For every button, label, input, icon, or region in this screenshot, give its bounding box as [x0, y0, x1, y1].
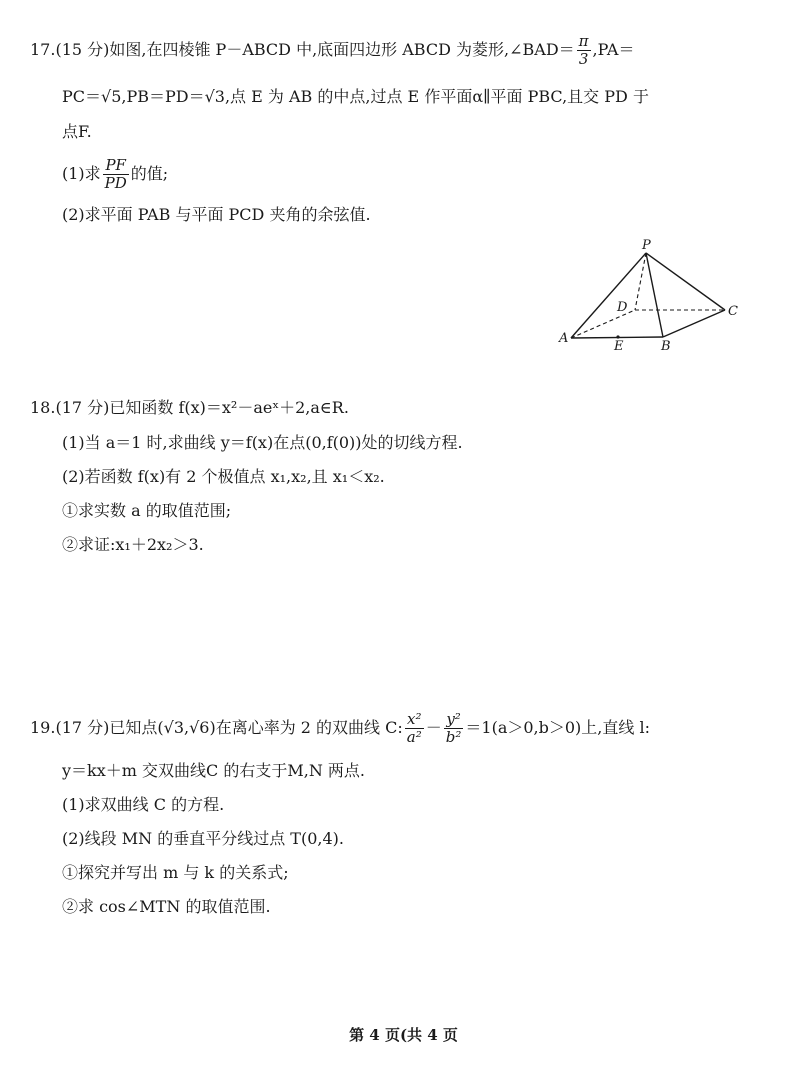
q19-y-fraction	[444, 712, 464, 745]
q19-part2: (2)线段 MN 的垂直平分线过点 T(0,4).	[62, 829, 344, 848]
q17-angle-denominator: 3	[578, 50, 589, 68]
q17-angle-fraction	[577, 34, 591, 67]
q17-line2: PC＝√5,PB＝PD＝√3,点 E 为 AB 的中点,过点 E 作平面α∥平面 PBC,且交 PD 于	[62, 87, 649, 106]
q17-part1-text-b: 的值;	[130, 164, 169, 183]
label-p: P	[642, 238, 651, 253]
q17-ratio-numerator: PF	[103, 158, 129, 175]
q18-part1: (1)当 a＝1 时,求曲线 y＝f(x)在点(0,f(0))处的切线方程.	[62, 433, 463, 452]
q17-line1-text-a: 17.(15 分)如图,在四棱锥 P－ABCD 中,底面四边形 ABCD 为菱形,∠BAD＝	[30, 40, 575, 59]
q17-line1-text-b: ,PA＝	[592, 40, 635, 59]
label-d: D	[617, 300, 628, 315]
q18-part2: (2)若函数 f(x)有 2 个极值点 x₁,x₂,且 x₁＜x₂.	[62, 467, 385, 486]
q19-x-denominator: a²	[406, 728, 422, 746]
pyramid-figure	[555, 238, 745, 350]
label-e: E	[614, 339, 624, 350]
q18-sub1: ①求实数 a 的取值范围;	[62, 501, 232, 520]
q19-minus: －	[425, 718, 442, 737]
q17-part2: (2)求平面 PAB 与平面 PCD 夹角的余弦值.	[62, 205, 371, 224]
q17-part1-text-a: (1)求	[62, 164, 101, 183]
q17-line1	[30, 34, 634, 67]
q19-y-denominator: b²	[445, 728, 462, 746]
label-a: A	[559, 331, 569, 346]
q19-sub2: ②求 cos∠MTN 的取值范围.	[62, 897, 271, 916]
q17-ratio-denominator: PD	[104, 174, 127, 192]
q17-angle-numerator: π	[578, 32, 589, 50]
label-c: C	[728, 304, 738, 319]
q19-y-numerator: y²	[444, 712, 464, 729]
q19-x-fraction	[405, 712, 424, 745]
q19-x-numerator: x²	[405, 712, 424, 729]
q17-ratio-fraction	[103, 158, 129, 191]
q19-line2: y＝kx＋m 交双曲线C 的右支于M,N 两点.	[62, 761, 365, 780]
q17-line3: 点F.	[62, 122, 92, 141]
q19-sub1: ①探究并写出 m 与 k 的关系式;	[62, 863, 289, 882]
q19-line1	[30, 712, 650, 745]
q19-part1: (1)求双曲线 C 的方程.	[62, 795, 225, 814]
q19-line1-text-b: ＝1(a＞0,b＞0)上,直线 l:	[465, 718, 650, 737]
q18-line1: 18.(17 分)已知函数 f(x)＝x²－aeˣ＋2,a∈R.	[30, 398, 349, 417]
q17-part1	[62, 158, 168, 191]
q18-sub2: ②求证:x₁＋2x₂＞3.	[62, 535, 204, 554]
label-b: B	[661, 339, 671, 350]
q19-line1-text-a: 19.(17 分)已知点(√3,√6)在离心率为 2 的双曲线 C:	[30, 718, 403, 737]
page-footer: 第 4 页(共 4 页	[349, 1026, 458, 1044]
